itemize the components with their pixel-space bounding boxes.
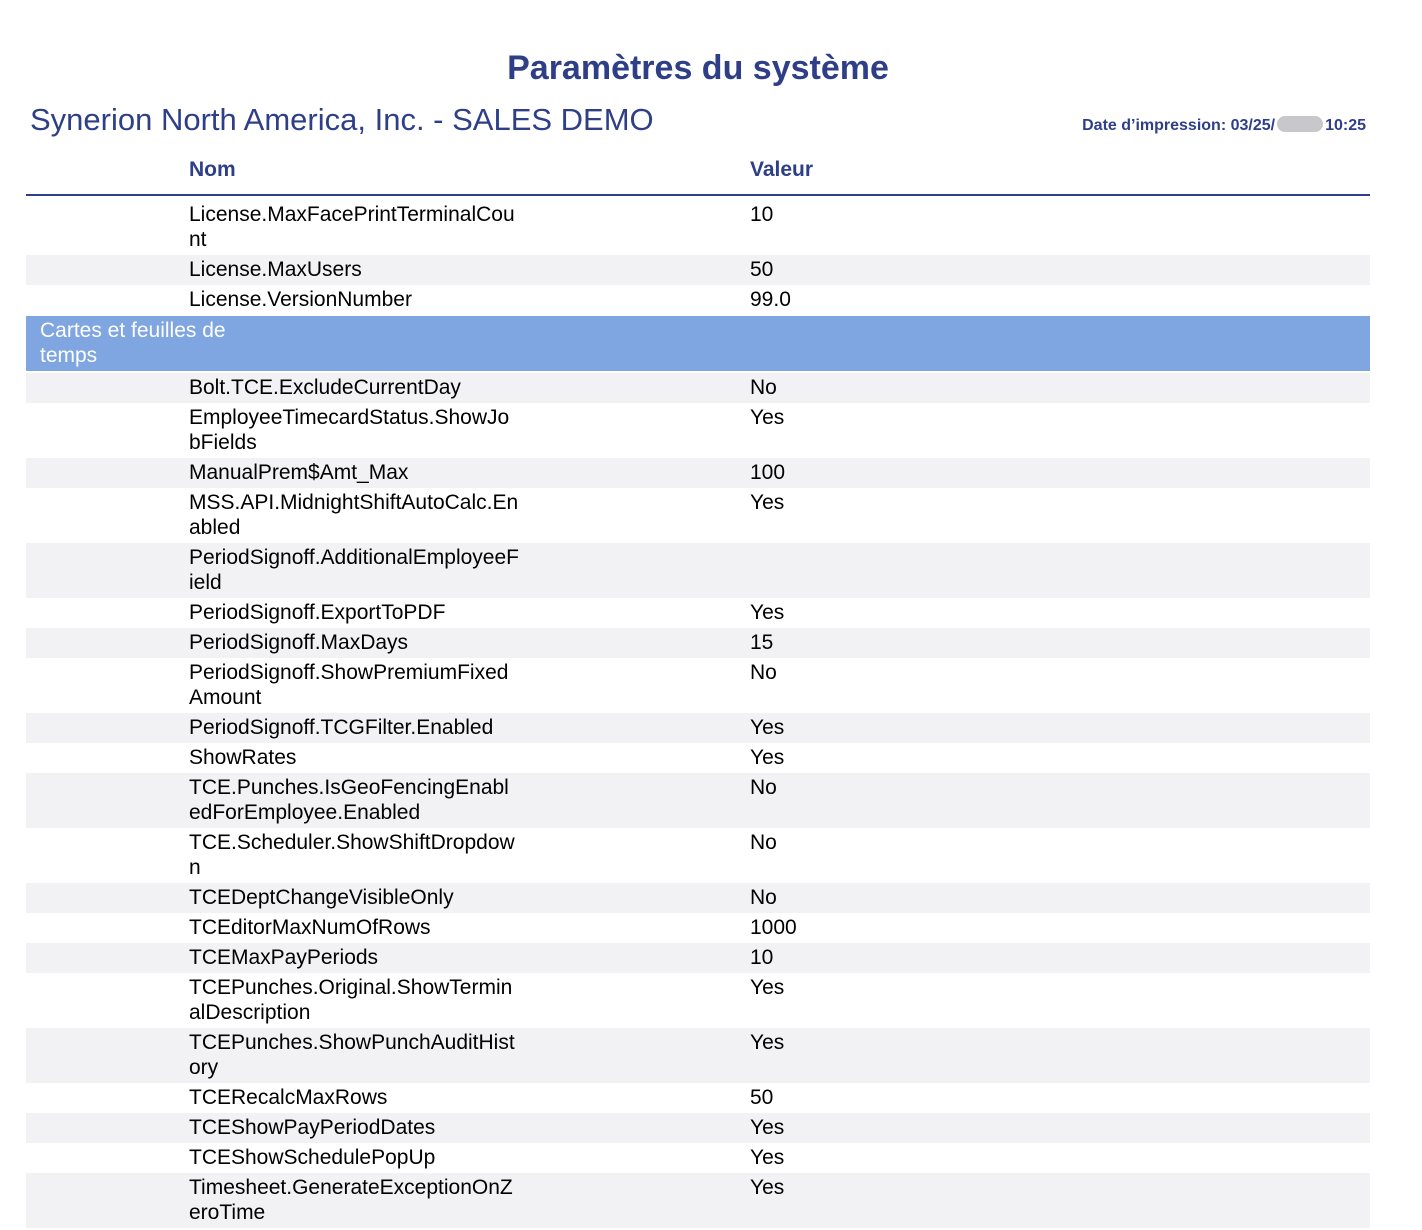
setting-value: Yes [750,976,785,999]
table-row [26,1028,1370,1083]
setting-name: TCEMaxPayPeriods [189,946,379,969]
setting-value: Yes [750,1116,785,1139]
column-header-value: Valeur [750,158,814,181]
section-label: Cartes et feuilles de temps [40,319,226,367]
table-row [26,488,1370,543]
table-row [26,628,1370,658]
table-row [26,773,1370,828]
report-title: Paramètres du système [507,49,889,87]
setting-value: No [750,776,777,799]
table-row [26,973,1370,1028]
setting-value: 15 [750,631,774,654]
setting-name: TCE.Scheduler.ShowShiftDropdown [189,831,515,879]
table-row [26,458,1370,488]
table-row [26,403,1370,458]
setting-name: PeriodSignoff.TCGFilter.Enabled [189,716,494,739]
setting-value: Yes [750,1146,785,1169]
setting-value: 50 [750,258,774,281]
setting-value: No [750,886,777,909]
table-row [26,713,1370,743]
table-row [26,200,1370,255]
table-row [26,883,1370,913]
setting-name: PeriodSignoff.ExportToPDF [189,601,446,624]
table-row [26,658,1370,713]
table-row [26,543,1370,598]
setting-name: MSS.API.MidnightShiftAutoCalc.Enabled [189,491,519,539]
table-row [26,1113,1370,1143]
table-row [26,913,1370,943]
setting-name: TCEditorMaxNumOfRows [189,916,431,939]
table-body [26,196,1370,1228]
column-header-name: Nom [189,158,236,181]
redacted-year [1277,116,1323,132]
table-row [26,285,1370,315]
setting-value: Yes [750,406,785,429]
setting-name: TCEPunches.Original.ShowTerminalDescription [189,976,513,1024]
table-row [26,1083,1370,1113]
setting-value: Yes [750,746,785,769]
table-row [26,1143,1370,1173]
setting-value: No [750,376,777,399]
setting-name: TCE.Punches.IsGeoFencingEnabledForEmployee.Enabled [189,776,509,824]
settings-table [26,152,1370,1224]
setting-name: TCEDeptChangeVisibleOnly [189,886,454,909]
table-row [26,373,1370,403]
table-row [26,598,1370,628]
setting-name: PeriodSignoff.ShowPremiumFixedAmount [189,661,509,709]
setting-name: License.MaxFacePrintTerminalCount [189,203,515,251]
setting-value: No [750,831,777,854]
table-header [26,152,1370,196]
setting-value: 99.0 [750,288,791,311]
setting-value: Yes [750,601,785,624]
setting-value: 100 [750,461,786,484]
print-date-time: 10:25 [1325,117,1366,134]
table-row [26,943,1370,973]
setting-name: ManualPrem$Amt_Max [189,461,409,484]
setting-name: TCEPunches.ShowPunchAuditHistory [189,1031,515,1079]
setting-name: Timesheet.GenerateExceptionOnZeroTime [189,1176,513,1224]
setting-name: PeriodSignoff.AdditionalEmployeeField [189,546,519,594]
setting-value: 1000 [750,916,797,939]
setting-name: PeriodSignoff.MaxDays [189,631,409,654]
setting-value: Yes [750,1176,785,1199]
setting-value: No [750,661,777,684]
setting-name: TCEShowPayPeriodDates [189,1116,436,1139]
setting-value: 10 [750,946,774,969]
table-row [26,1173,1370,1228]
setting-name: TCEShowSchedulePopUp [189,1146,436,1169]
setting-name: EmployeeTimecardStatus.ShowJobFields [189,406,510,454]
table-row [26,255,1370,285]
table-row [26,828,1370,883]
setting-name: TCERecalcMaxRows [189,1086,388,1109]
setting-value: 10 [750,203,774,226]
table-row [26,743,1370,773]
setting-value: Yes [750,716,785,739]
setting-value: Yes [750,491,785,514]
setting-name: ShowRates [189,746,297,769]
print-date-prefix: Date d’impression: 03/25/ [1082,117,1276,134]
setting-name: License.VersionNumber [189,288,412,311]
company-name: Synerion North America, Inc. - SALES DEMO [30,102,654,137]
setting-name: License.MaxUsers [189,258,362,281]
setting-name: Bolt.TCE.ExcludeCurrentDay [189,376,461,399]
print-date [1082,116,1366,136]
setting-value: Yes [750,1031,785,1054]
section-header [26,316,1370,371]
setting-value: 50 [750,1086,774,1109]
